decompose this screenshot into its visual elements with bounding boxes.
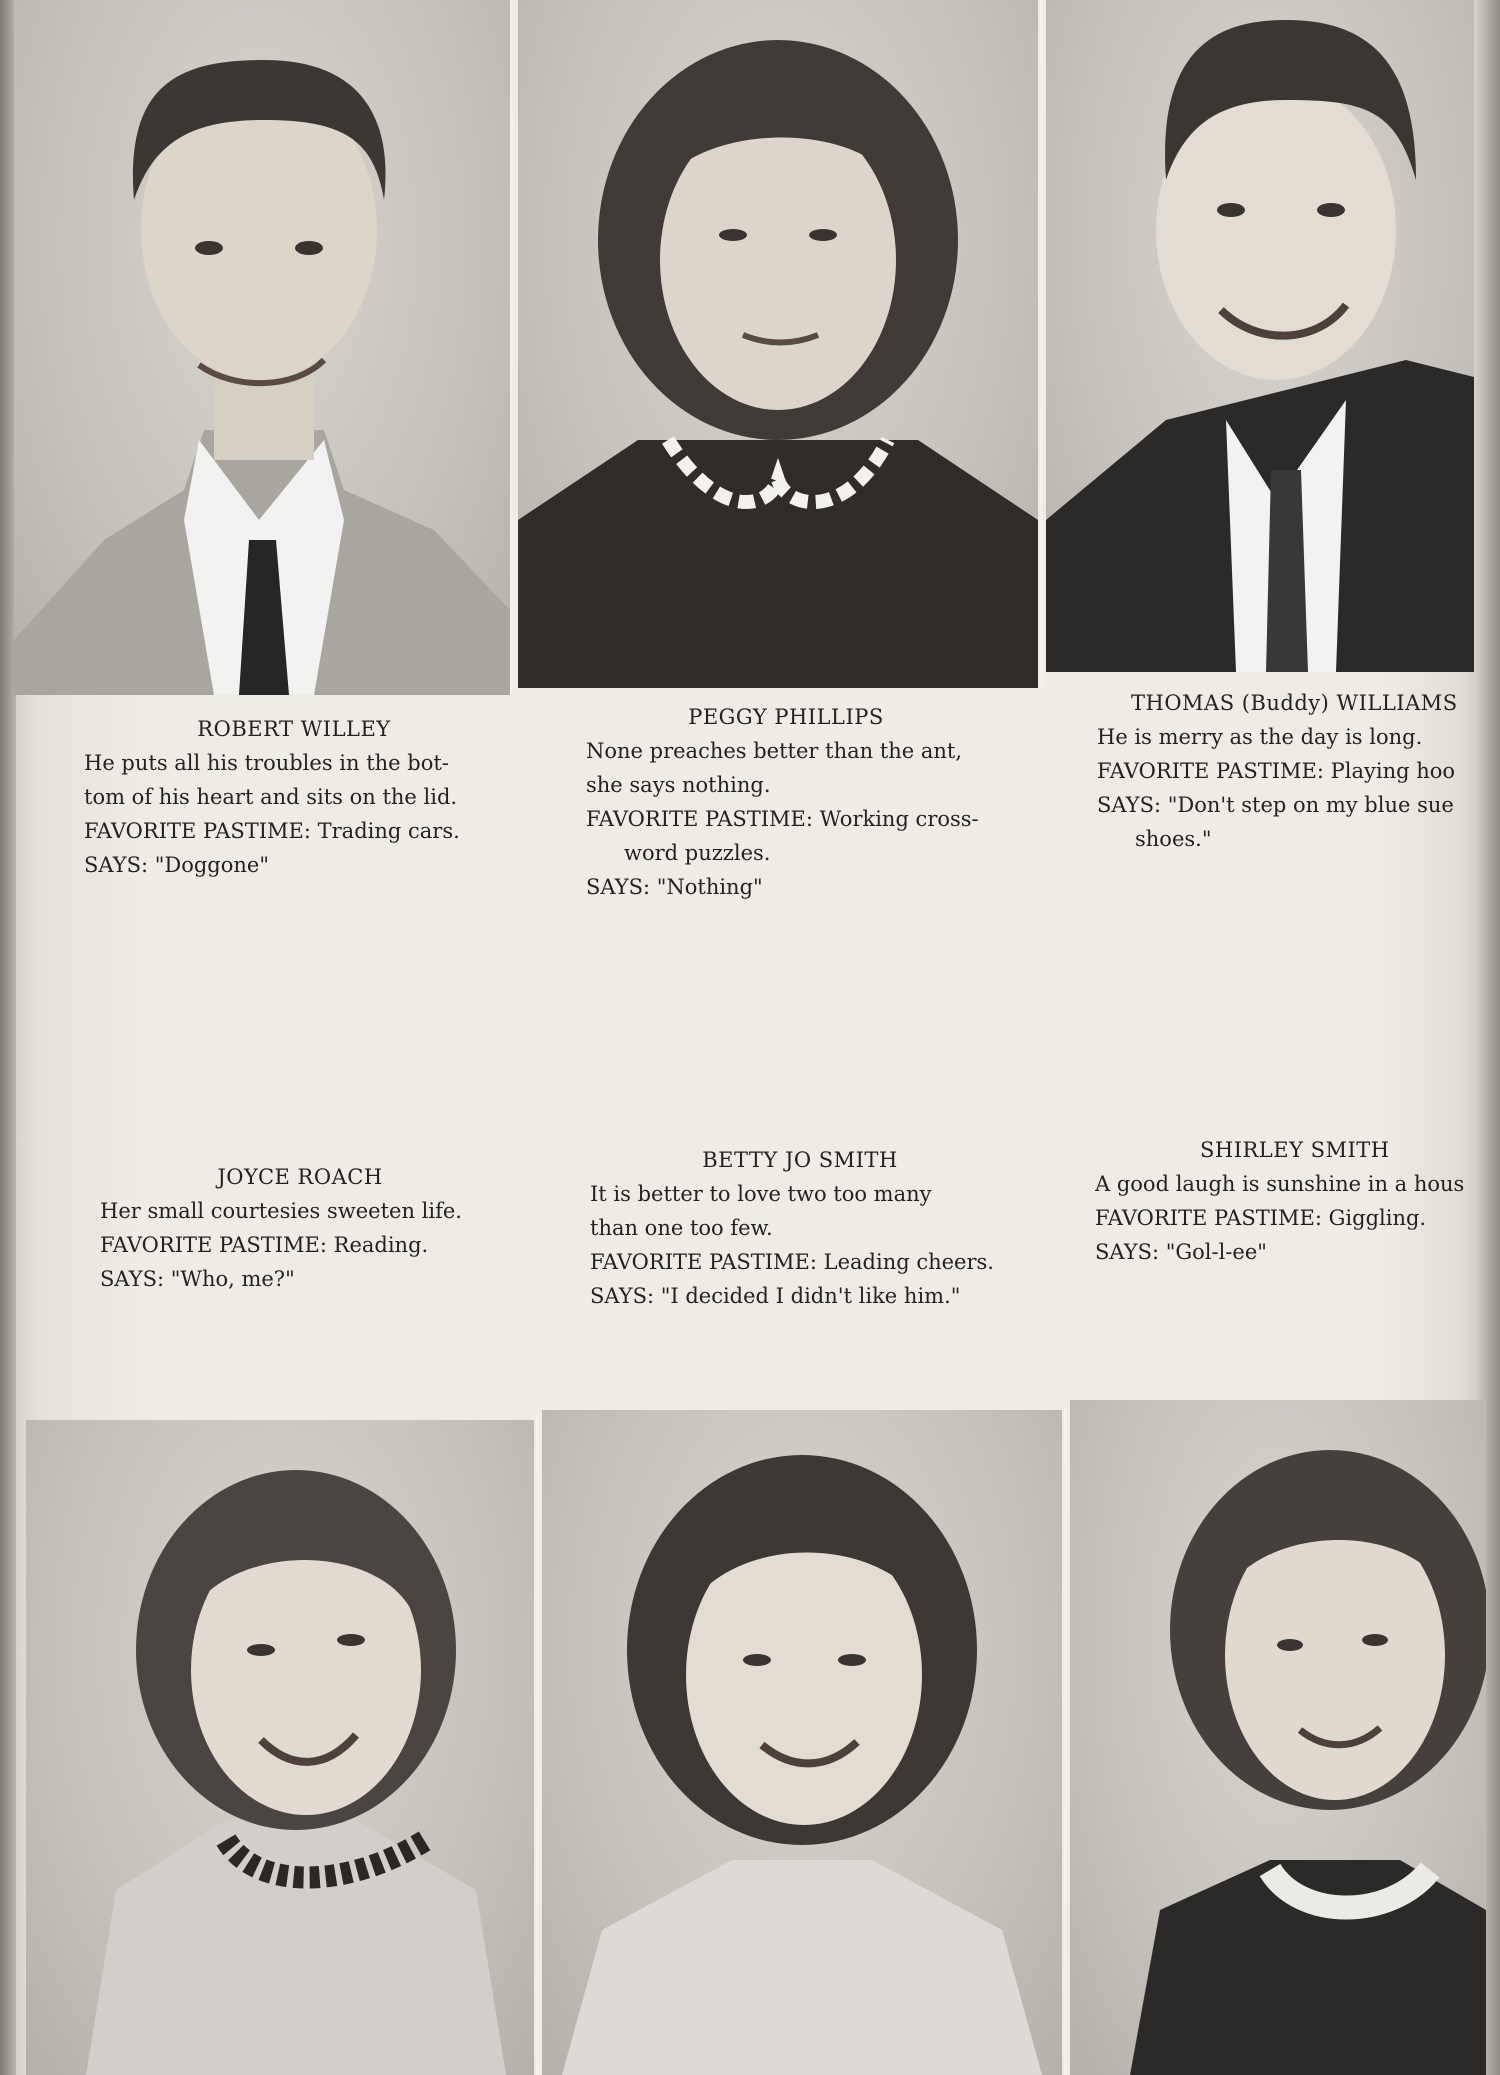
bio-line: He is merry as the day is long.	[1097, 725, 1423, 749]
bio-shirley-smith	[1095, 1133, 1487, 1269]
bio-thomas-williams	[1097, 686, 1487, 856]
says-quote: SAYS: "I decided I didn't like him."	[590, 1284, 961, 1308]
bio-line: than one too few.	[590, 1216, 773, 1240]
photo-divider	[510, 0, 513, 695]
says-quote: SAYS: "Doggone"	[84, 853, 269, 877]
favorite-pastime: FAVORITE PASTIME: Giggling.	[1095, 1206, 1427, 1230]
bio-robert-willey	[84, 712, 504, 882]
student-name: JOYCE ROACH	[217, 1165, 383, 1189]
bio-line: None preaches better than the ant,	[586, 739, 963, 763]
portrait-betty-jo-smith	[542, 1410, 1062, 2075]
bio-peggy-phillips	[586, 700, 1026, 904]
says-quote: SAYS: "Gol-l-ee"	[1095, 1240, 1267, 1264]
bio-line: she says nothing.	[586, 773, 771, 797]
bio-line: He puts all his troubles in the bot-	[84, 751, 449, 775]
bio-line: It is better to love two too many	[590, 1182, 932, 1206]
favorite-pastime: FAVORITE PASTIME: Leading cheers.	[590, 1250, 994, 1274]
student-name: SHIRLEY SMITH	[1200, 1138, 1390, 1162]
photo-divider	[1064, 1405, 1067, 2075]
says-quote: SAYS: "Who, me?"	[100, 1267, 295, 1291]
bio-joyce-roach	[100, 1160, 520, 1296]
favorite-pastime: FAVORITE PASTIME: Trading cars.	[84, 819, 460, 843]
portrait-robert-willey	[14, 0, 510, 695]
student-name: ROBERT WILLEY	[197, 717, 391, 741]
student-name: THOMAS (Buddy) WILLIAMS	[1131, 691, 1458, 715]
portrait-peggy-phillips	[518, 0, 1038, 688]
student-name: BETTY JO SMITH	[702, 1148, 898, 1172]
bio-line: tom of his heart and sits on the lid.	[84, 785, 458, 809]
bio-line: A good laugh is sunshine in a hous	[1095, 1172, 1465, 1196]
portrait-joyce-roach	[26, 1420, 534, 2075]
portrait-shirley-smith	[1070, 1400, 1486, 2075]
bio-line: Her small courtesies sweeten life.	[100, 1199, 462, 1223]
favorite-pastime-cont: word puzzles.	[624, 841, 771, 865]
favorite-pastime: FAVORITE PASTIME: Working cross-	[586, 807, 979, 831]
photo-divider	[536, 1415, 539, 2075]
favorite-pastime: FAVORITE PASTIME: Reading.	[100, 1233, 429, 1257]
says-quote-cont: shoes."	[1135, 827, 1212, 851]
favorite-pastime: FAVORITE PASTIME: Playing hoo	[1097, 759, 1456, 783]
bio-betty-jo-smith	[590, 1143, 1040, 1313]
says-quote: SAYS: "Nothing"	[586, 875, 763, 899]
says-quote: SAYS: "Don't step on my blue sue	[1097, 793, 1454, 817]
portrait-thomas-williams	[1046, 0, 1486, 672]
student-name: PEGGY PHILLIPS	[688, 705, 884, 729]
photo-divider	[1040, 0, 1043, 690]
